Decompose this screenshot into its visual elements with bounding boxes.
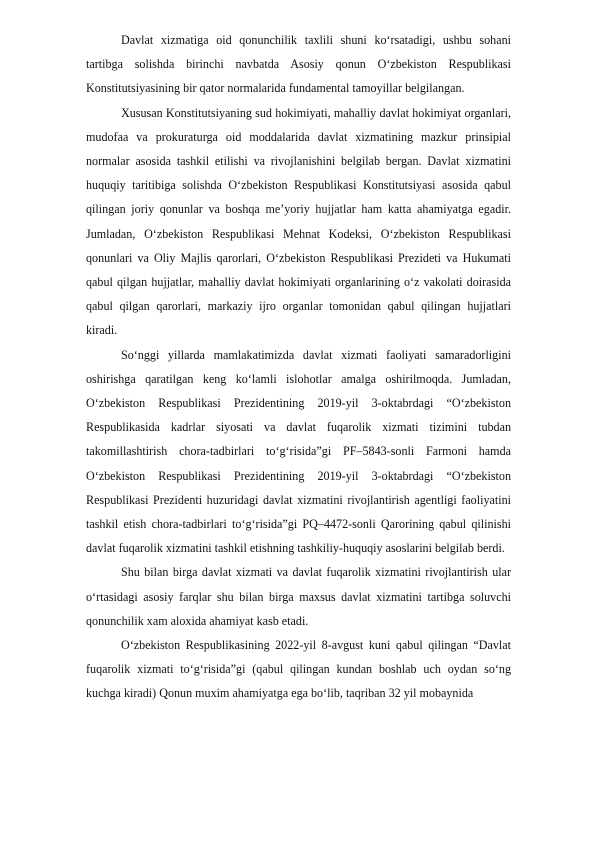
- document-body: [86, 28, 511, 706]
- paragraph-2: Xususan Konstitutsiyaning sud hokimiyati, mahalliy davlat hokimiyat organlari, mudofaa va prokuraturga oid moddalarida davlat xizmatining mazkur prinsipial normalar asosida tashkil etilishi va rivojlanishini belgilab bergan. Davlat xizmatini huquqiy taritibiga solishda O‘zbekiston Respublikasi Konstitutsiyasi asosida qabul qilingan joriy qonunlar va boshqa me’yoriy hujjatlar ham katta ahamiyatga egadir. Jumladan, O‘zbekiston Respublikasi Mehnat Kodeksi, O‘zbekiston Respublikasi qonunlari va Oliy Majlis qarorlari, O‘zbekiston Respublikasi Prezideti va Hukumati qabul qilgan hujjatlar, mahalliy davlat hokimiyati organlarining o‘z vakolati doirasida qabul qilgan qarorlari, markaziy ijro organlar tomonidan qabul qilingan hujjatlari kiradi.: [86, 105, 511, 338]
- paragraph-5: O‘zbekiston Respublikasining 2022-yil 8-avgust kuni qabul qilingan “Davlat fuqarolik xizmati to‘g‘risida”gi (qabul qilingan kundan boshlab uch oydan so‘ng kuchga kiradi) Qonun muxim ahamiyatga ega bo‘lib, taqriban 32 yil mobaynida: [86, 638, 511, 701]
- paragraph-3: So‘nggi yillarda mamlakatimizda davlat xizmati faoliyati samaradorligini oshirishga qaratilgan keng ko‘lamli islohotlar amalga oshirilmoqda. Jumladan, O‘zbekiston Respublikasi Prezidentining 2019-yil 3-oktabrdagi “O‘zbekiston Respublikasida kadrlar siyosati va davlat fuqarolik xizmati tizimini tubdan takomillashtirish chora-tadbirlari to‘g‘risida”gi PF–5843-sonli Farmoni hamda O‘zbekiston Respublikasi Prezidentining 2019-yil 3-oktabrdagi “O‘zbekiston Respublikasi Prezidenti huzuridagi davlat xizmatini rivojlantirish agentligi faoliyatini tashkil etish chora-tadbirlari to‘g‘risida”gi PQ–4472-sonli Qarorining qabul qilinishi davlat fuqarolik xizmatini tashkil etishning tashkiliy-huquqiy asoslarini belgilab berdi.: [86, 347, 511, 556]
- paragraph-1: Davlat xizmatiga oid qonunchilik taxlili shuni ko‘rsatadigi, ushbu sohani tartibga solishda birinchi navbatda Asosiy qonun O‘zbekiston Respublikasi Konstitutsiyasining bir qator normalarida fundamental tamoyillar belgilangan.: [86, 33, 511, 96]
- paragraph-4: Shu bilan birga davlat xizmati va davlat fuqarolik xizmatini rivojlantirish ular o‘rtasidagi asosiy farqlar shu bilan birga maxsus davlat xizmatini tartibga soluvchi qonunchilik xam aloxida ahamiyat kasb etadi.: [86, 565, 511, 628]
